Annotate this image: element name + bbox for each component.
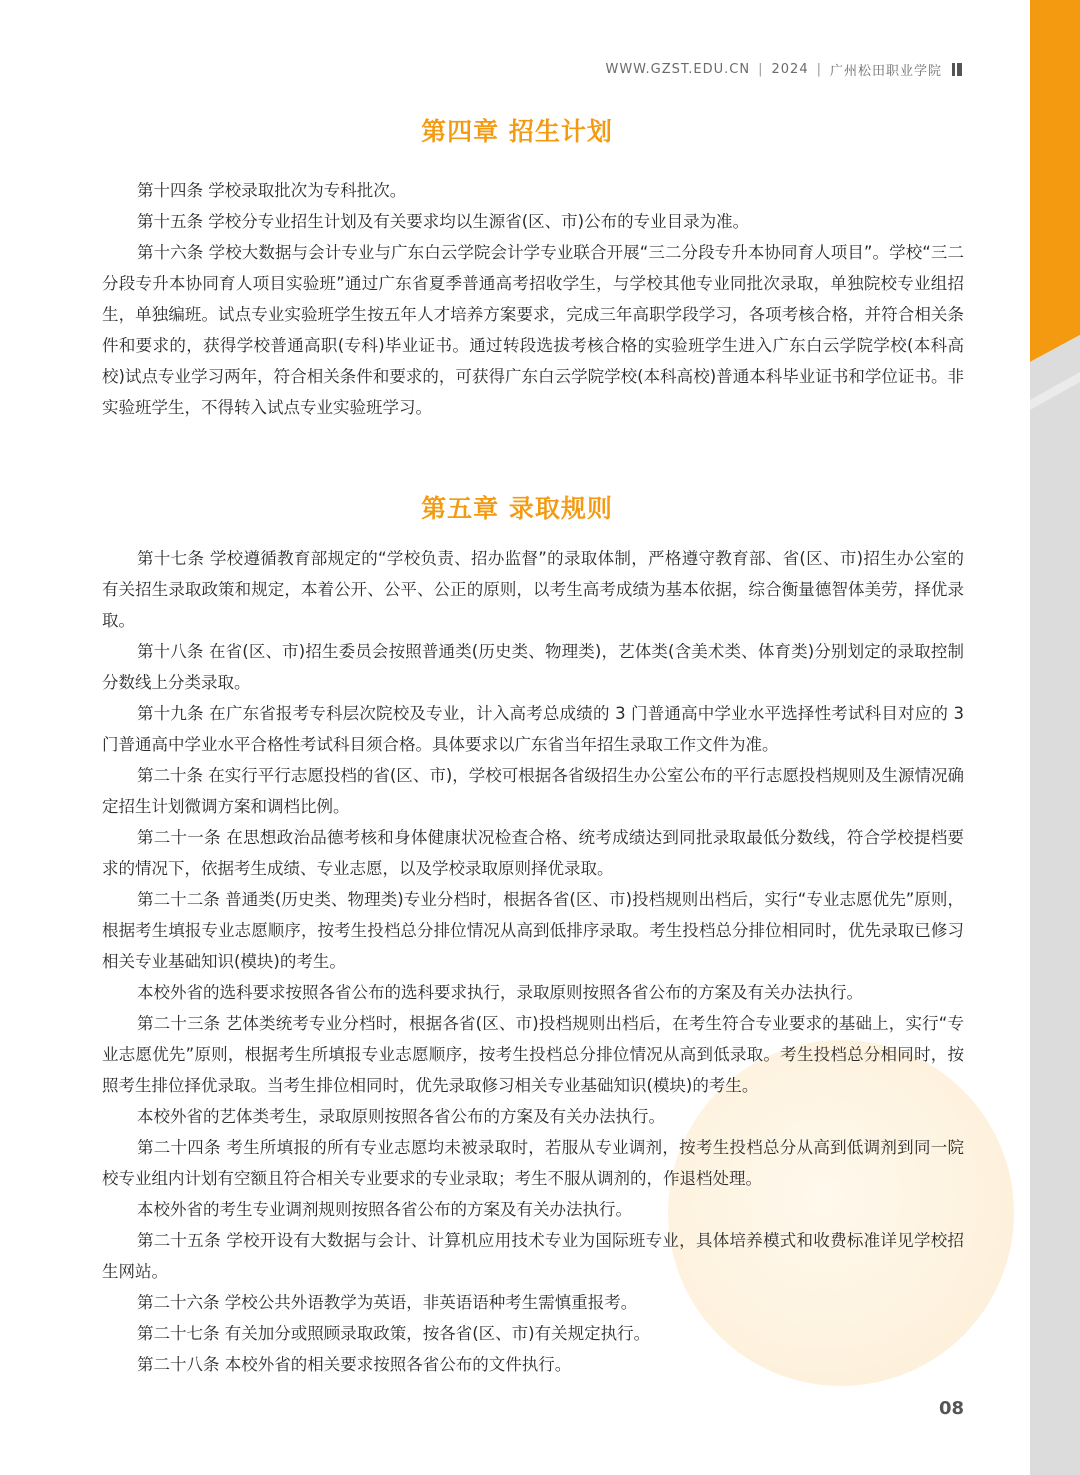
site-url: WWW.GZST.EDU.CN — [605, 62, 751, 77]
chapter-four-body — [102, 175, 964, 423]
article-paragraph: 第二十三条 艺体类统考专业分档时，根据各省(区、市)投档规则出档后，在考生符合专业要求的基础上，实行“专业志愿优先”原则，根据考生所填报专业志愿顺序，按考生投档总分排位情况从高到低录取。考生投档总分相同时，按照考生排位择优录取。当考生排位相同时，优先录取修习相关专业基础知识(模块)的考生。 — [102, 1014, 964, 1095]
article-paragraph: 第十七条 学校遵循教育部规定的“学校负责、招办监督”的录取体制，严格遵守教育部、省(区、市)招生办公室的有关招生录取政策和规定，本着公开、公平、公正的原则，以考生高考成绩为基本依据，综合衡量德智体美劳，择优录取。 — [102, 549, 964, 630]
article-paragraph: 第十五条 学校分专业招生计划及有关要求均以生源省(区、市)公布的专业目录为准。 — [137, 212, 750, 231]
article-paragraph: 第十八条 在省(区、市)招生委员会按照普通类(历史类、物理类)，艺体类(含美术类、体育类)分别划定的录取控制分数线上分类录取。 — [102, 642, 964, 692]
article-paragraph: 第二十五条 学校开设有大数据与会计、计算机应用技术专业为国际班专业，具体培养模式和收费标准详见学校招生网站。 — [102, 1231, 964, 1281]
article-paragraph: 第二十二条 普通类(历史类、物理类)专业分档时，根据各省(区、市)投档规则出档后，实行“专业志愿优先”原则，根据考生填报专业志愿顺序，按考生投档总分排位情况从高到低排序录取。考生投档总分排位相同时，优先录取已修习相关专业基础知识(模块)的考生。 — [102, 890, 964, 971]
chapter-five-title: 第五章 录取规则 — [421, 494, 613, 523]
page-number: 08 — [938, 1398, 964, 1419]
article-paragraph: 第二十六条 学校公共外语教学为英语，非英语语种考生需慎重报考。 — [137, 1293, 638, 1312]
article-paragraph: 第十六条 学校大数据与会计专业与广东白云学院会计学专业联合开展“三二分段专升本协同育人项目”。学校“三二分段专升本协同育人项目实验班”通过广东省夏季普通高考招收学生，与学校其他专业同批次录取，单独院校专业组招生，单独编班。试点专业实验班学生按五年人才培养方案要求，完成三年高职学段学习，各项考核合格，并符合相关条件和要求的，获得学校普通高职(专科)毕业证书。通过转段选拔考核合格的实验班学生进入广东白云学院学校(本科高校)试点专业学习两年，符合相关条件和要求的，可获得广东白云学院学校(本科高校)普通本科毕业证书和学位证书。非实验班学生，不得转入试点专业实验班学习。 — [102, 243, 964, 417]
article-paragraph: 第二十一条 在思想政治品德考核和身体健康状况检查合格、统考成绩达到同批录取最低分数线，符合学校提档要求的情况下，依据考生成绩、专业志愿，以及学校录取原则择优录取。 — [102, 828, 964, 878]
article-paragraph: 第二十四条 考生所填报的所有专业志愿均未被录取时，若服从专业调剂，按考生投档总分从高到低调剂到同一院校专业组内计划有空额且符合相关专业要求的专业录取；考生不服从调剂的，作退档处理。 — [102, 1138, 964, 1188]
school-name: 广州松田职业学院 — [829, 64, 942, 79]
article-paragraph: 第十九条 在广东省报考专科层次院校及专业，计入高考总成绩的 3 门普通高中学业水平选择性考试科目对应的 3 门普通高中学业水平合格性考试科目须合格。具体要求以广东省当年招生录取工作文件为准。 — [102, 704, 964, 754]
header-separator: | — [758, 62, 764, 77]
chapter-four-title: 第四章 招生计划 — [421, 117, 613, 146]
header-separator: | — [816, 62, 822, 77]
article-paragraph: 本校外省的考生专业调剂规则按照各省公布的方案及有关办法执行。 — [137, 1200, 632, 1219]
chapter-five-body — [102, 543, 964, 1380]
article-paragraph: 第二十条 在实行平行志愿投档的省(区、市)，学校可根据各省级招生办公室公布的平行志愿投档规则及生源情况确定招生计划微调方案和调档比例。 — [102, 766, 964, 816]
article-paragraph: 本校外省的选科要求按照各省公布的选科要求执行，录取原则按照各省公布的方案及有关办法执行。 — [137, 983, 863, 1002]
article-paragraph: 本校外省的艺体类考生，录取原则按照各省公布的方案及有关办法执行。 — [137, 1107, 665, 1126]
article-paragraph: 第二十七条 有关加分或照顾录取政策，按各省(区、市)有关规定执行。 — [137, 1324, 651, 1343]
decorative-side-band — [1030, 0, 1080, 1475]
bars-icon — [952, 63, 962, 76]
header-year: 2024 — [771, 62, 809, 77]
page-header — [605, 60, 962, 79]
article-paragraph: 第十四条 学校录取批次为专科批次。 — [137, 181, 407, 200]
article-paragraph: 第二十八条 本校外省的相关要求按照各省公布的文件执行。 — [137, 1355, 572, 1374]
